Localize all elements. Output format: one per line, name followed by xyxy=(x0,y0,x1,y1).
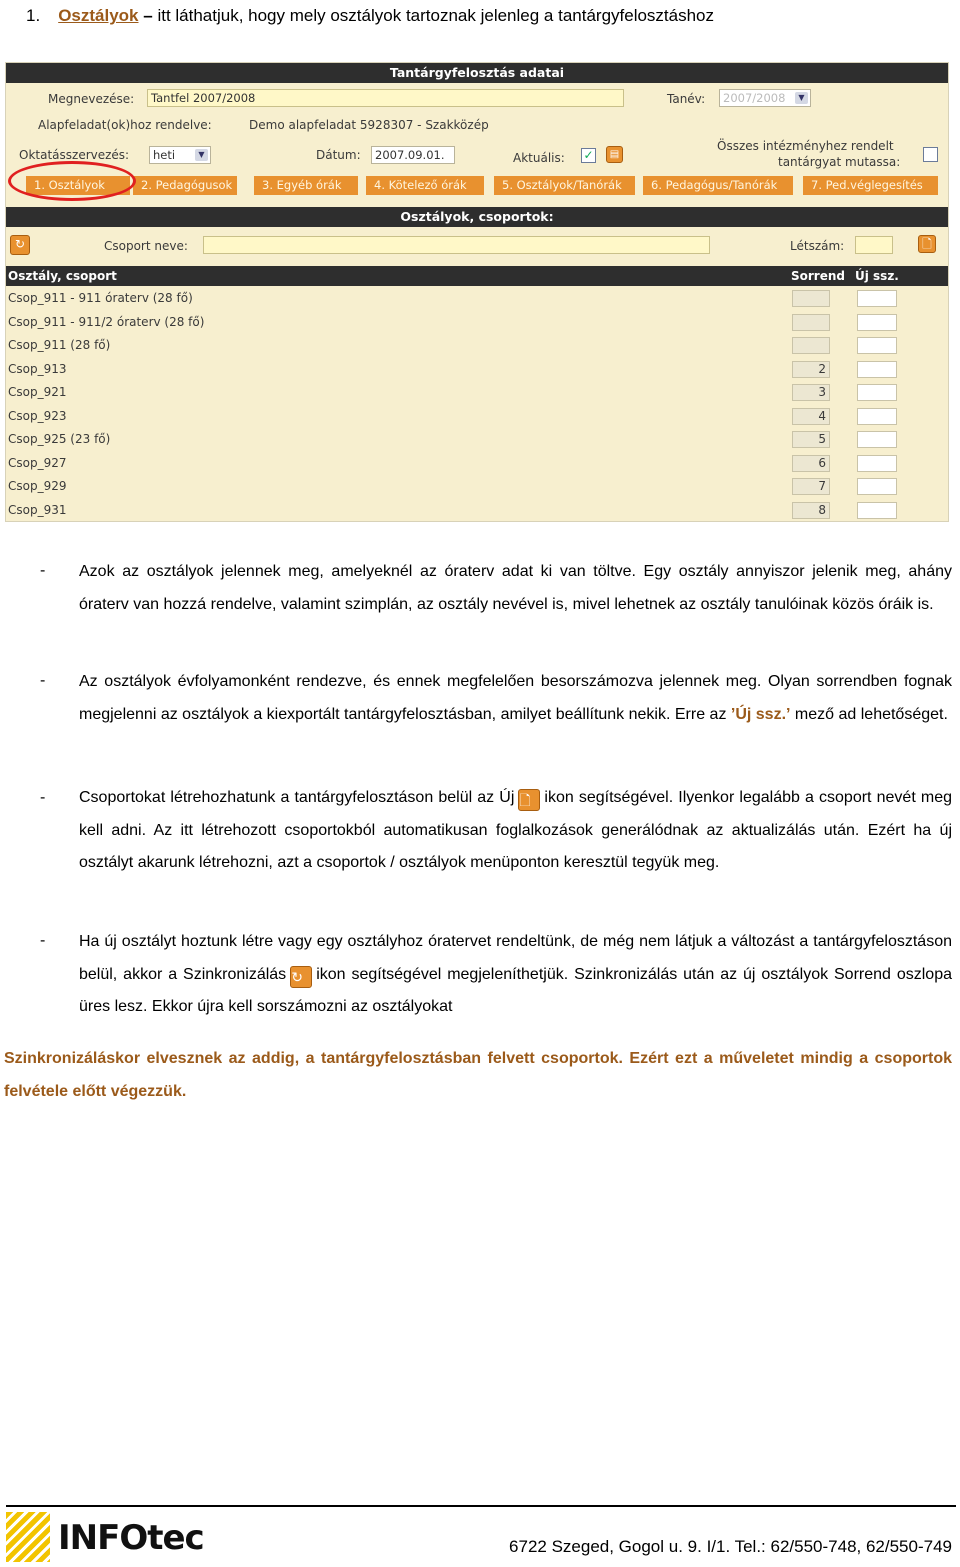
section-heading xyxy=(26,6,714,26)
bullet-3-text-a: Csoportokat létrehozhatunk a tantárgyfelosztáson belül az Új xyxy=(79,789,515,806)
row-name: Csop_931 xyxy=(8,502,67,517)
table-row xyxy=(6,475,948,499)
chevron-down-icon: ▼ xyxy=(795,92,808,104)
all-inst-checkbox[interactable] xyxy=(923,147,938,162)
table-row xyxy=(6,381,948,405)
year-select-value: 2007/2008 xyxy=(723,91,786,105)
group-name-label: Csoport neve: xyxy=(104,239,188,253)
row-name: Csop_923 xyxy=(8,408,67,423)
org-select-value: heti xyxy=(153,148,176,162)
row-name: Csop_911 (28 fő) xyxy=(8,338,111,352)
all-inst-label-1: Összes intézményhez rendelt xyxy=(717,139,894,153)
table-row xyxy=(6,499,948,523)
tab-bar xyxy=(26,176,938,195)
row-order xyxy=(792,337,830,354)
tab-teacher-lessons[interactable]: 6. Pedagógus/Tanórák xyxy=(643,176,793,195)
name-input[interactable]: Tantfel 2007/2008 xyxy=(147,89,624,107)
table-row xyxy=(6,334,948,358)
org-label: Oktatásszervezés: xyxy=(19,148,130,162)
bullet-dash: - xyxy=(40,562,46,579)
row-new-order-input[interactable] xyxy=(857,455,897,472)
section-bar: Osztályok, csoportok: xyxy=(6,207,948,227)
calendar-icon[interactable]: ▤ xyxy=(606,146,623,163)
bullet-4 xyxy=(79,926,952,1024)
bullet-2-text-a: Az osztályok évfolyamonként rendezve, és ennek megfelelően besorszámozva jelennek meg. Olyan sorrendben fognak megjelenni az osztályok a kiexportált tantárgyfelosztásban, amilyet beállítunk nekik. Erre az xyxy=(79,673,952,723)
chevron-down-icon: ▼ xyxy=(195,149,208,161)
row-new-order-input[interactable] xyxy=(857,314,897,331)
warning-text: Szinkronizáláskor elvesznek az addig, a tantárgyfelosztásban felvett csoportok. Ezért ezt a műveletet mindig a csoportok felvétele előtt végezzük. xyxy=(4,1050,952,1100)
current-checkbox[interactable]: ✓ xyxy=(581,148,596,163)
bullet-dash: - xyxy=(40,789,46,806)
group-name-input[interactable] xyxy=(203,236,710,254)
tab-teacher-finalize[interactable]: 7. Ped.véglegesítés xyxy=(803,176,938,195)
app-screenshot xyxy=(5,62,949,522)
all-inst-label-2: tantárgyat mutassa: xyxy=(778,155,901,169)
base-value: Demo alapfeladat 5928307 - Szakközép xyxy=(249,118,489,132)
row-order: 7 xyxy=(792,478,830,495)
bullet-3-text-b: ikon segítségével. Ilyenkor legalább a csoport nevét meg kell adni. Az itt létrehozott csoportokból automatikusan foglalkozások generálódnak az aktualizálás után. Ezért ha új osztályt akarunk létrehozni, azt a csoportok / osztályok menüponton keresztül tegyük meg. xyxy=(79,789,952,871)
bullet-2-text-b: mező ad lehetőséget. xyxy=(794,705,948,723)
col-name: Osztály, csoport xyxy=(8,269,117,283)
heading-link[interactable]: Osztályok xyxy=(58,6,139,25)
new-order-field-ref: ’Új ssz.’ xyxy=(730,705,791,723)
row-name: Csop_929 xyxy=(8,479,67,493)
bullet-3 xyxy=(79,782,952,880)
name-label: Megnevezése: xyxy=(48,92,135,106)
logo-text: INFOtec xyxy=(58,1518,204,1558)
tab-teachers[interactable]: 2. Pedagógusok xyxy=(133,176,237,195)
headcount-label: Létszám: xyxy=(790,239,845,253)
bullet-4-text-a: Ha új osztályt hoztunk létre vagy egy osztályhoz óratervet rendeltünk, de még nem látjuk a változást a tantárgyfelosztáson belül, akkor a Szinkronizálás xyxy=(79,933,952,983)
row-new-order-input[interactable] xyxy=(857,502,897,519)
row-new-order-input[interactable] xyxy=(857,361,897,378)
table-row xyxy=(6,452,948,476)
table-header xyxy=(6,266,948,286)
row-new-order-input[interactable] xyxy=(857,408,897,425)
row-name: Csop_927 xyxy=(8,455,67,470)
tab-classes[interactable]: 1. Osztályok xyxy=(26,176,130,195)
heading-dash: – xyxy=(143,6,153,25)
table-row xyxy=(6,405,948,429)
date-label: Dátum: xyxy=(316,148,361,162)
sync-icon: ↻ xyxy=(290,966,312,988)
base-label: Alapfeladat(ok)hoz rendelve: xyxy=(38,118,212,132)
heading-number: 1. xyxy=(26,6,41,25)
row-order xyxy=(792,290,830,307)
row-order: 6 xyxy=(792,455,830,472)
row-new-order-input[interactable] xyxy=(857,384,897,401)
col-new: Új ssz. xyxy=(855,269,899,283)
logo-mark xyxy=(6,1512,50,1562)
year-select[interactable] xyxy=(719,89,811,107)
row-order: 3 xyxy=(792,384,830,401)
highlight-ring xyxy=(8,161,136,201)
heading-text: itt láthatjuk, hogy mely osztályok tartoznak jelenleg a tantárgyfelosztáshoz xyxy=(157,6,715,25)
bullet-dash: - xyxy=(40,932,46,949)
row-name: Csop_925 (23 fő) xyxy=(8,432,111,446)
footer-divider xyxy=(6,1505,956,1507)
table-row xyxy=(6,287,948,311)
row-order: 2 xyxy=(792,361,830,378)
year-label: Tanév: xyxy=(667,92,706,106)
row-new-order-input[interactable] xyxy=(857,290,897,307)
bullet-1: Azok az osztályok jelennek meg, amelyeknél az óraterv adat ki van töltve. Egy osztály annyiszor jelenik meg, ahány óraterv van hozzá rendelve, valamint szimplán, az osztály nevével is, mivel lehetnek az osztály tanulóinak közös óráik is. xyxy=(79,563,952,613)
org-select[interactable] xyxy=(149,146,211,164)
table-row xyxy=(6,358,948,382)
row-name: Csop_921 xyxy=(8,385,67,399)
row-name: Csop_913 xyxy=(8,361,67,376)
row-order: 8 xyxy=(792,502,830,519)
row-new-order-input[interactable] xyxy=(857,431,897,448)
row-new-order-input[interactable] xyxy=(857,478,897,495)
footer-address: 6722 Szeged, Gogol u. 9. I/1. Tel.: 62/550-748, 62/550-749 xyxy=(509,1537,952,1556)
bullet-2 xyxy=(79,666,952,731)
new-document-icon: 🗋 xyxy=(518,789,540,811)
row-order: 4 xyxy=(792,408,830,425)
row-name: Csop_911 - 911/2 óraterv (28 fő) xyxy=(8,314,205,329)
bullet-4-text-b: ikon segítségével megjeleníthetjük. Szinkronizálás után az új osztályok Sorrend oszlopa üres lesz. Ekkor újra kell sorszámozni az osztályokat xyxy=(79,965,952,1015)
table-row xyxy=(6,311,948,335)
company-logo xyxy=(6,1512,246,1562)
row-order: 5 xyxy=(792,431,830,448)
sync-icon[interactable]: ↻ xyxy=(10,235,30,255)
headcount-input[interactable] xyxy=(855,236,893,254)
row-new-order-input[interactable] xyxy=(857,337,897,354)
table-body xyxy=(6,287,948,522)
title-bar: Tantárgyfelosztás adatai xyxy=(6,63,948,83)
col-order: Sorrend xyxy=(791,269,845,283)
current-label: Aktuális: xyxy=(513,151,565,165)
tab-other-lessons[interactable]: 3. Egyéb órák xyxy=(254,176,358,195)
bullet-dash: - xyxy=(40,672,46,689)
row-order xyxy=(792,314,830,331)
row-name: Csop_911 - 911 óraterv (28 fő) xyxy=(8,291,193,305)
tab-classes-lessons[interactable]: 5. Osztályok/Tanórák xyxy=(494,176,635,195)
table-row xyxy=(6,428,948,452)
tab-mandatory-lessons[interactable]: 4. Kötelező órák xyxy=(366,176,484,195)
date-input[interactable]: 2007.09.01. xyxy=(371,146,455,164)
new-document-icon[interactable]: 🗋 xyxy=(918,235,936,253)
